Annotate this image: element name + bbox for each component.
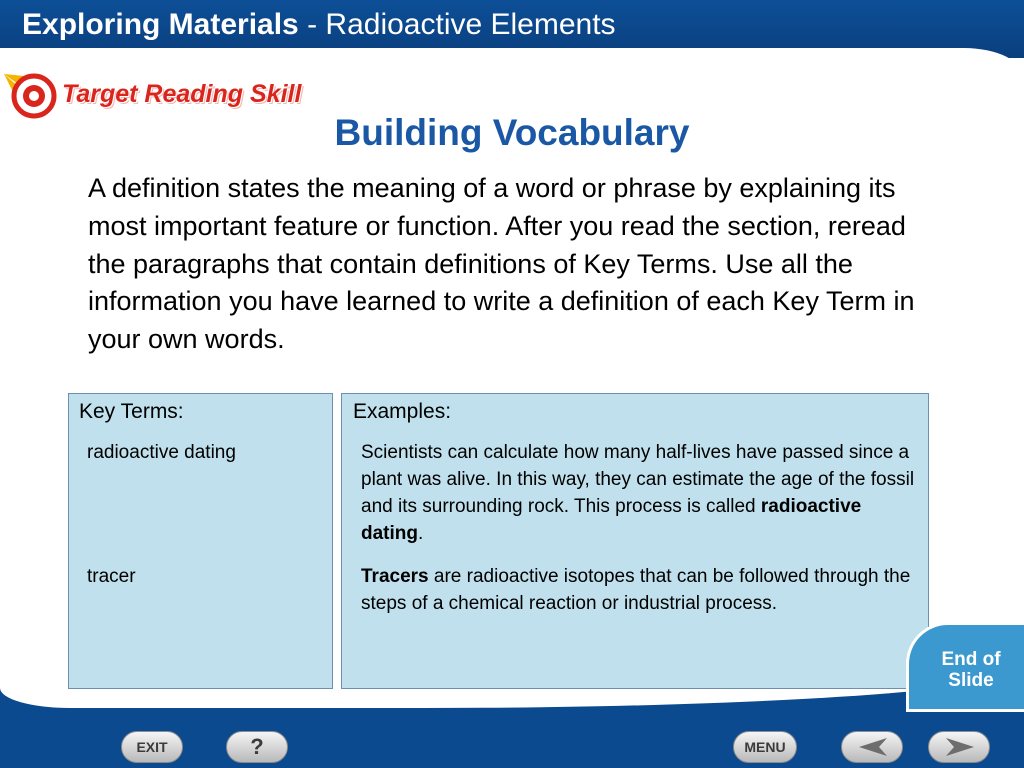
header-title-main: Exploring Materials [22,8,299,41]
key-terms-header: Key Terms: [79,400,184,423]
example-bold-term: radioactive dating [361,496,862,544]
exit-button[interactable]: EXIT [121,731,183,763]
example-bold-term: Tracers [361,566,429,587]
example-text-end: . [418,523,424,544]
key-terms-panel [68,393,333,689]
example-tracer [361,563,917,617]
example-radioactive-dating [361,439,917,547]
back-arrow-icon [859,738,887,756]
example-text: Scientists can calculate how many half-lives have passed since a plant was alive. In this way, they can estimate the age of the fossil and its surrounding rock. This process is called [361,442,915,517]
end-of-slide-line1: End of [941,649,1001,670]
slide-title: Building Vocabulary [334,112,690,153]
header-title-sub: - Radioactive Elements [298,8,616,41]
intro-paragraph: A definition states the meaning of a word or phrase by explaining its most important feature or function. After you read the section, reread the paragraphs that contain definitions of Key Terms. Use all the information you have learned to write a definition of each Key Term in your own words. [88,173,915,355]
key-term-radioactive-dating: radioactive dating [87,442,236,463]
next-button[interactable] [928,731,990,763]
key-term-tracer: tracer [87,566,136,587]
end-of-slide-button[interactable] [906,622,1024,712]
next-arrow-icon [946,738,974,756]
end-of-slide-line2: Slide [948,670,994,691]
example-text-end: are radioactive isotopes that can be followed through the steps of a chemical reaction or industrial process. [361,566,911,614]
help-button[interactable]: ? [226,731,288,763]
target-reading-skill-label: Target Reading Skill [62,80,302,108]
back-button[interactable] [841,731,903,763]
examples-header: Examples: [353,400,452,423]
header-title [22,8,616,42]
menu-button[interactable]: MENU [733,731,797,763]
examples-panel [341,393,929,689]
